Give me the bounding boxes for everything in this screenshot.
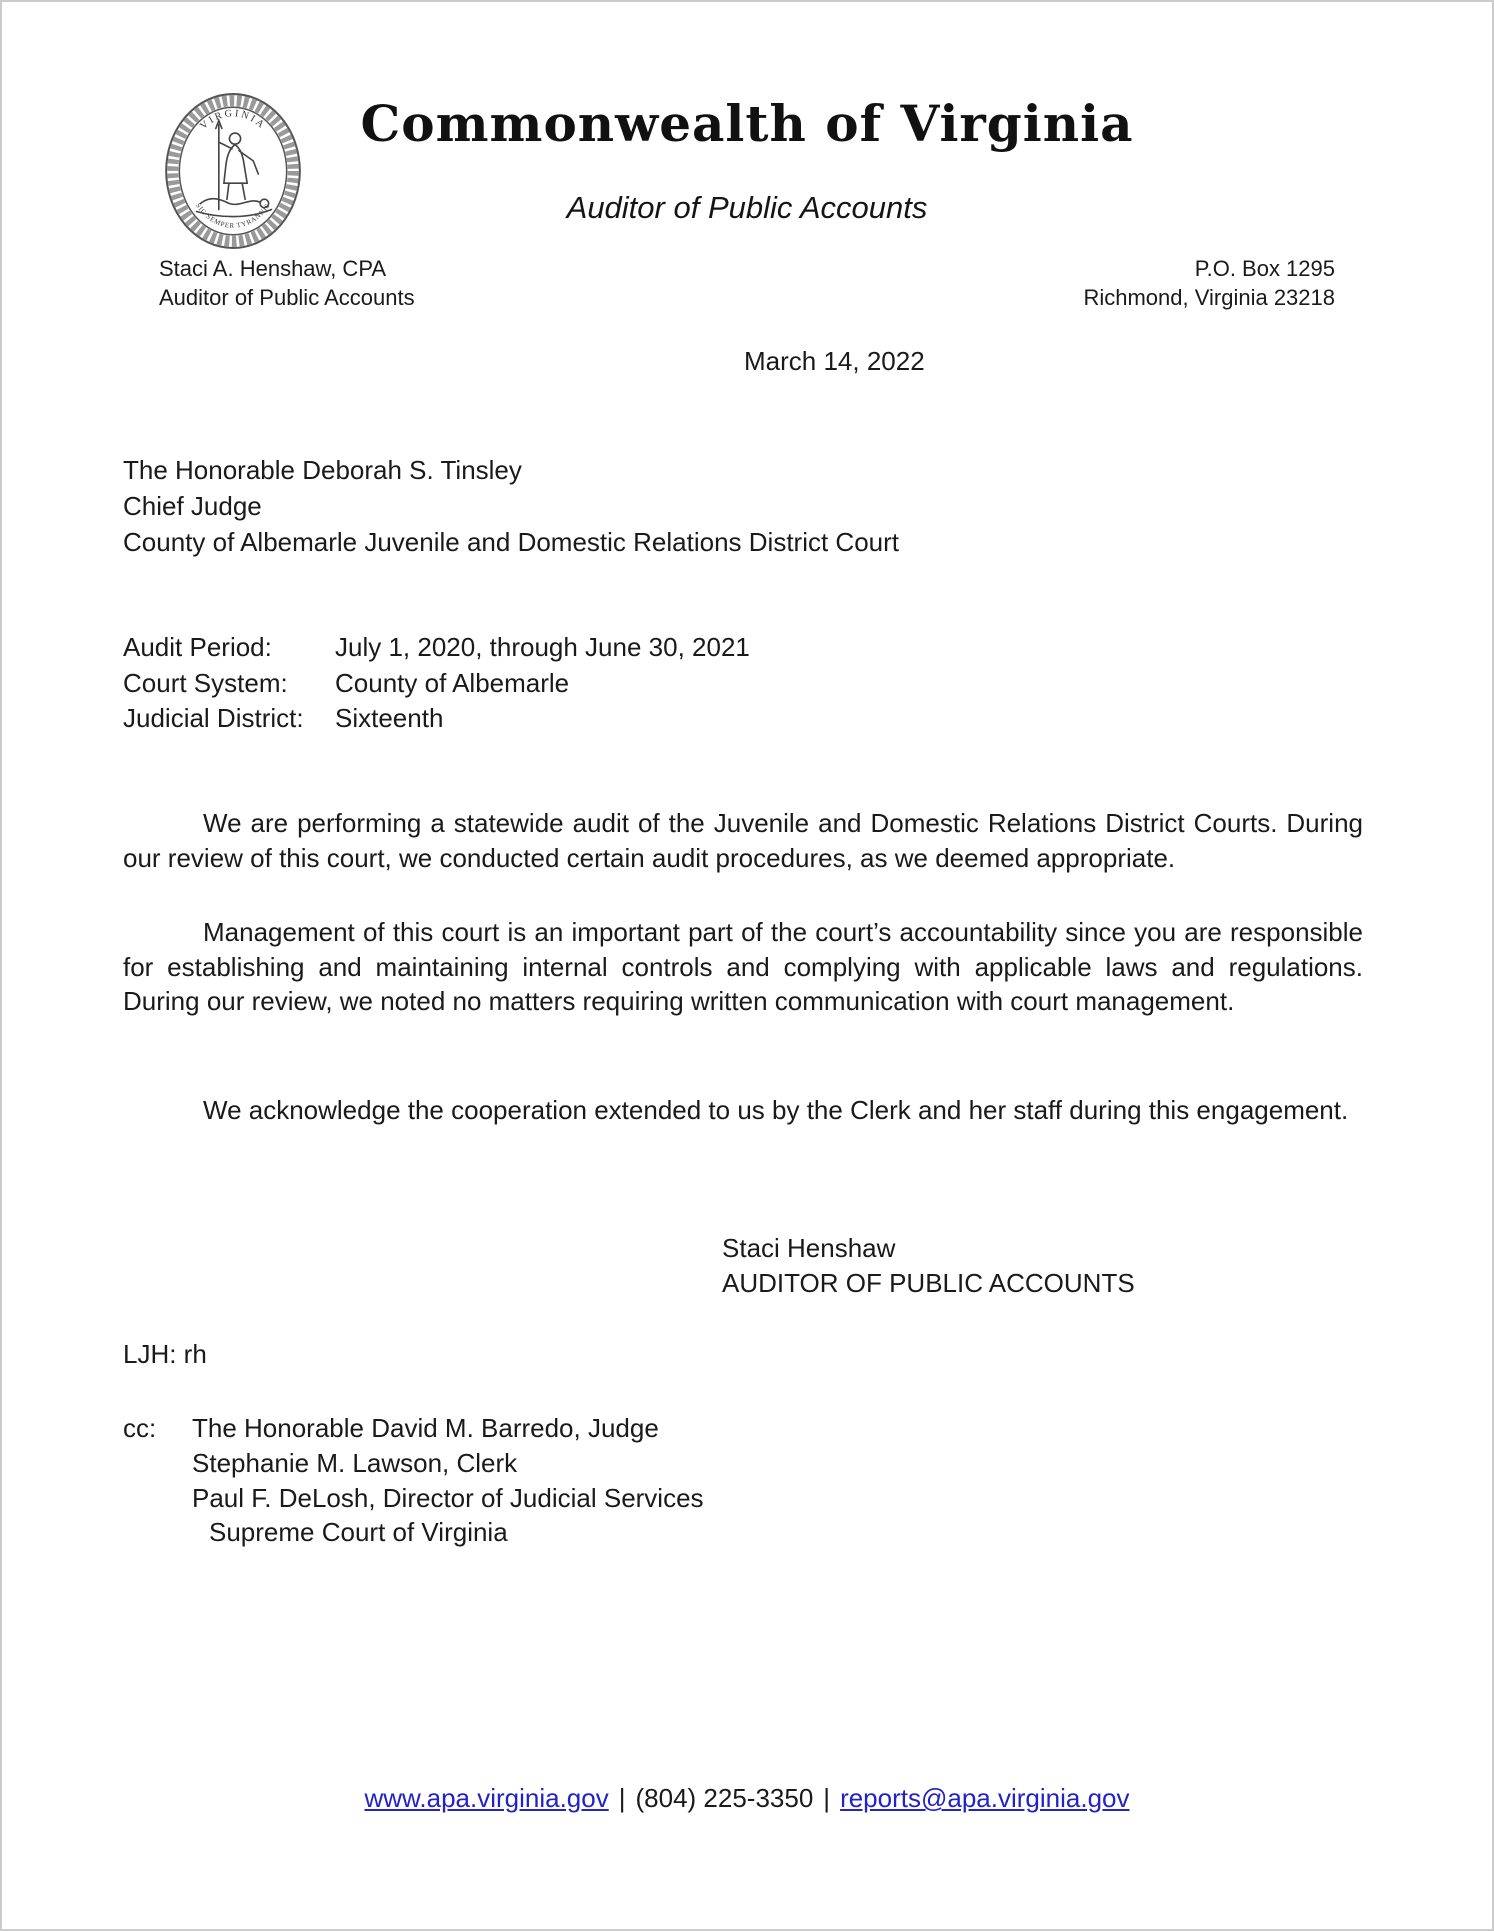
court-system-row <box>123 666 750 702</box>
cc-entry: Paul F. DeLosh, Director of Judicial Services <box>192 1482 704 1513</box>
cc-entries <box>192 1411 704 1550</box>
address-line-2: Richmond, Virginia 23218 <box>1083 285 1335 310</box>
seal-top-text: VIRGINIA <box>198 108 268 132</box>
cc-block <box>123 1411 704 1550</box>
seal-bottom-text: SIC SEMPER TYRANNIS <box>194 202 272 230</box>
recipient-title: Chief Judge <box>123 491 262 521</box>
judicial-district-row <box>123 701 750 737</box>
audit-period-label: Audit Period: <box>123 632 272 662</box>
website-link[interactable]: www.apa.virginia.gov <box>364 1783 609 1813</box>
judicial-district-label: Judicial District: <box>123 703 304 733</box>
signature-name: Staci Henshaw <box>722 1233 896 1263</box>
cc-entry: Supreme Court of Virginia <box>209 1517 508 1548</box>
signature-block <box>722 1231 1135 1301</box>
cc-entry: The Honorable David M. Barredo, Judge <box>192 1413 659 1443</box>
audit-period-row <box>123 630 750 666</box>
signature-title: AUDITOR OF PUBLIC ACCOUNTS <box>722 1268 1135 1298</box>
body-paragraph-2: Management of this court is an important part of the court’s accountability since you are responsible for establishing and maintaining internal controls and complying with applicable laws and regulations. During our review, we noted no matters requiring written communication with court management. <box>123 917 1363 1017</box>
official-title: Auditor of Public Accounts <box>159 285 415 310</box>
recipient-organization: County of Albemarle Juvenile and Domestic Relations District Court <box>123 527 900 557</box>
letterhead-official-block <box>159 254 415 312</box>
recipient-block <box>123 452 899 560</box>
reference-initials: LJH: rh <box>123 1339 207 1369</box>
footer-separator: | <box>618 1783 626 1813</box>
cc-entry: Stephanie M. Lawson, Clerk <box>192 1447 518 1478</box>
audit-period-value: July 1, 2020, through June 30, 2021 <box>335 632 750 662</box>
cc-label: cc: <box>123 1413 157 1443</box>
email-link[interactable]: reports@apa.virginia.gov <box>840 1783 1130 1813</box>
recipient-name: The Honorable Deborah S. Tinsley <box>123 455 522 485</box>
letterhead-address-block <box>1083 254 1335 312</box>
judicial-district-value: Sixteenth <box>335 703 444 733</box>
court-system-label: Court System: <box>123 667 288 698</box>
footer-phone: (804) 225-3350 <box>635 1783 814 1813</box>
letter-footer <box>2 1783 1492 1814</box>
letter-date: March 14, 2022 <box>744 346 925 376</box>
audit-details <box>123 630 750 737</box>
letterhead-subtitle: Auditor of Public Accounts <box>566 190 928 225</box>
letterhead-title: Commonwealth of Virginia <box>360 94 1134 153</box>
footer-separator: | <box>823 1783 831 1813</box>
address-line-1: P.O. Box 1295 <box>1194 256 1335 281</box>
cc-row <box>123 1411 704 1550</box>
body-paragraph-3: We acknowledge the cooperation extended to us by the Clerk and her staff during this engagement. <box>203 1095 1349 1125</box>
official-name: Staci A. Henshaw, CPA <box>159 256 387 281</box>
court-system-value: County of Albemarle <box>335 667 570 698</box>
body-paragraph-1: We are performing a statewide audit of the Juvenile and Domestic Relations District Courts. During our review of this court, we conducted certain audit procedures, as we deemed appropriate. <box>123 808 1363 873</box>
